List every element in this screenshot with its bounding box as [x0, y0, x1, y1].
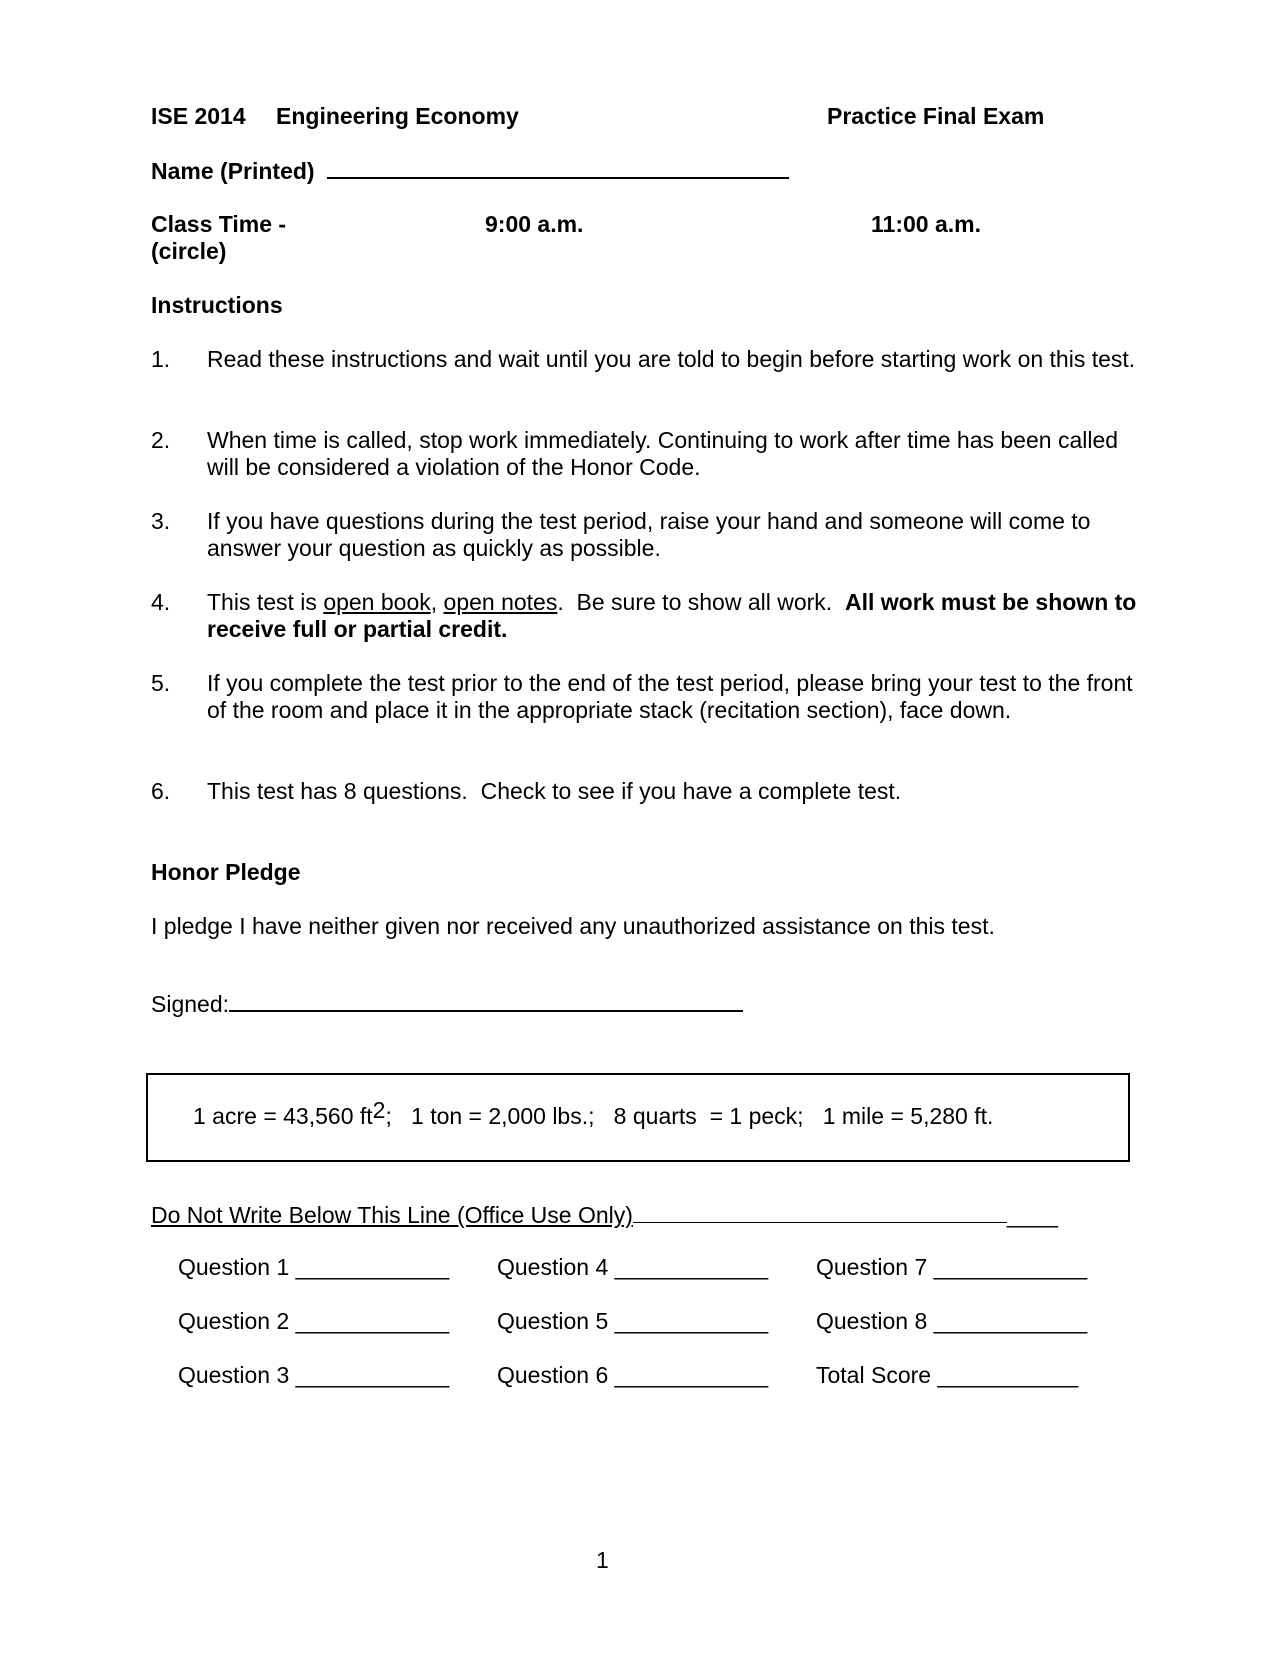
signed-label: Signed:	[151, 991, 230, 1017]
name-blank-line[interactable]	[327, 157, 789, 179]
instruction-text: This test is	[207, 589, 324, 615]
office-use-label: Do Not Write Below This Line (Office Use Only)	[151, 1202, 633, 1228]
instruction-text: ,	[430, 589, 444, 615]
score-question-4: Question 4 ____________	[497, 1254, 769, 1280]
instruction-number: 5.	[151, 670, 171, 696]
unit-conversions-text	[193, 1097, 994, 1130]
exam-title: Practice Final Exam	[827, 103, 1045, 129]
page-number: 1	[596, 1547, 609, 1573]
instruction-text: . Be sure to show all work.	[557, 589, 845, 615]
instruction-number: 6.	[151, 778, 171, 804]
open-notes-underlined: open notes	[443, 589, 558, 615]
credit-requirement-bold: All work must be shown to receive full or partial credit.	[207, 589, 1137, 642]
acre-conversion: 1 acre = 43,560 ft	[193, 1103, 373, 1129]
instruction-item: When time is called, stop work immediately. Continuing to work after time has been called will be considered a violation of the Honor Code.	[207, 427, 1119, 480]
score-question-3: Question 3 ____________	[178, 1362, 450, 1388]
instruction-number: 4.	[151, 589, 171, 615]
other-conversions: ; 1 ton = 2,000 lbs.; 8 quarts = 1 peck; 1 mile = 5,280 ft.	[385, 1103, 994, 1129]
instruction-item: If you have questions during the test period, raise your hand and someone will come to answer your question as quickly as possible.	[207, 508, 1091, 561]
instruction-number: 2.	[151, 427, 171, 453]
office-use-underline	[633, 1200, 1007, 1223]
unit-conversions-box	[146, 1073, 1130, 1162]
course-code: ISE 2014	[151, 103, 246, 129]
open-book-underlined: open book	[323, 589, 431, 615]
class-time-sublabel: (circle)	[151, 238, 227, 264]
instruction-number: 3.	[151, 508, 171, 534]
honor-pledge-text: I pledge I have neither given nor received any unauthorized assistance on this test.	[151, 913, 995, 939]
instruction-item: If you complete the test prior to the end of the test period, please bring your test to the front of the room and place it in the appropriate stack (recitation section), face down.	[207, 670, 1133, 723]
score-question-7: Question 7 ____________	[816, 1254, 1088, 1280]
score-question-8: Question 8 ____________	[816, 1308, 1088, 1334]
score-question-1: Question 1 ____________	[178, 1254, 450, 1280]
instruction-item: This test has 8 questions. Check to see if you have a complete test.	[207, 778, 902, 804]
instruction-number: 1.	[151, 346, 171, 372]
class-time-option-9am[interactable]: 9:00 a.m.	[485, 211, 584, 237]
name-label: Name (Printed)	[151, 158, 315, 184]
class-time-label: Class Time -	[151, 211, 287, 237]
name-field[interactable]	[151, 157, 789, 185]
instruction-item	[207, 589, 1137, 643]
honor-pledge-heading: Honor Pledge	[151, 859, 301, 885]
instruction-item: Read these instructions and wait until you are told to begin before starting work on this test.	[207, 346, 1136, 372]
office-use-line-tail: ____	[1006, 1202, 1059, 1228]
score-question-6: Question 6 ____________	[497, 1362, 769, 1388]
course-title: Engineering Economy	[276, 103, 519, 129]
instructions-heading: Instructions	[151, 292, 283, 318]
class-time-option-11am[interactable]: 11:00 a.m.	[871, 211, 981, 237]
office-use-line	[151, 1200, 1058, 1229]
signature-field[interactable]	[151, 990, 743, 1018]
signature-blank-line[interactable]	[229, 990, 743, 1012]
score-question-5: Question 5 ____________	[497, 1308, 769, 1334]
score-question-2: Question 2 ____________	[178, 1308, 450, 1334]
score-total: Total Score ___________	[816, 1362, 1079, 1388]
squared-superscript: 2	[372, 1097, 386, 1123]
